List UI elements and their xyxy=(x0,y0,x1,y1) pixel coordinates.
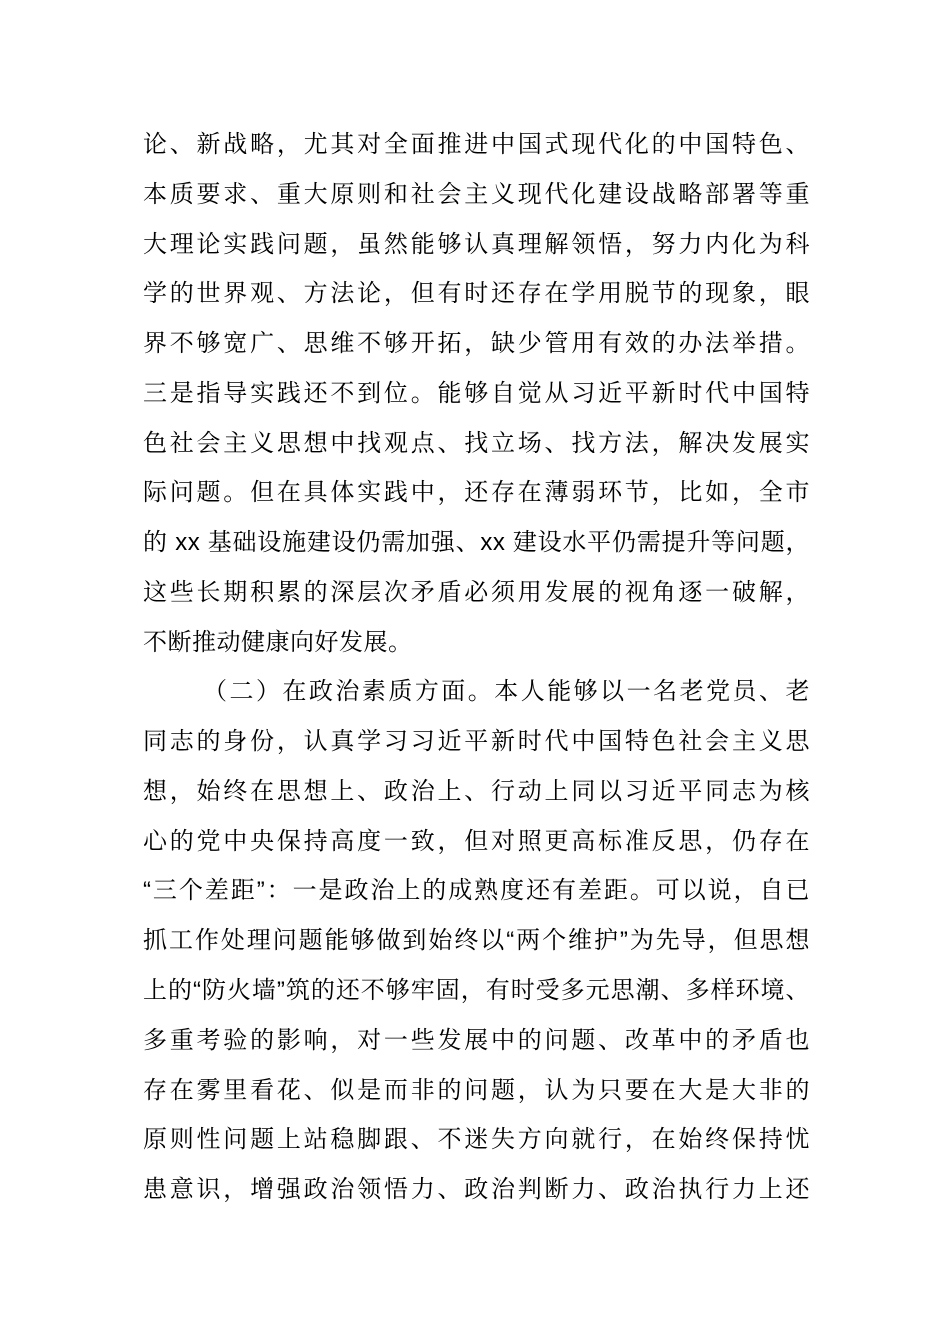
text-line: 论、新战略，尤其对全面推进中国式现代化的中国特色、 xyxy=(143,131,810,158)
text-line: 原则性问题上站稳脚跟、不迷失方向就行，在始终保持忧 xyxy=(143,1126,810,1154)
text-line: 想，始终在思想上、政治上、行动上同以习近平同志为核 xyxy=(143,777,810,805)
text-line: 这些长期积累的深层次矛盾必须用发展的视角逐一破解， xyxy=(143,578,810,606)
text-line: 多重考验的影响，对一些发展中的问题、改革中的矛盾也 xyxy=(143,1026,810,1054)
paragraph xyxy=(143,667,810,1214)
text-line: 际问题。但在具体实践中，还存在薄弱环节，比如，全市 xyxy=(143,479,810,507)
text-line: 的 xx 基础设施建设仍需加强、xx 建设水平仍需提升等问题， xyxy=(143,529,810,557)
text-line: 学的世界观、方法论，但有时还存在学用脱节的现象，眼 xyxy=(143,280,810,308)
text-line: 界不够宽广、思维不够开拓，缺少管用有效的办法举措。 xyxy=(143,330,810,358)
text-line: 上的“防火墙”筑的还不够牢固，有时受多元思潮、多样环境、 xyxy=(143,977,810,1005)
text-line: 抓工作处理问题能够做到始终以“两个维护”为先导，但思想 xyxy=(143,927,810,955)
paragraph xyxy=(143,120,810,667)
text-line: （二）在政治素质方面。本人能够以一名老党员、老 xyxy=(203,678,810,706)
text-line: 不断推动健康向好发展。 xyxy=(143,628,413,656)
text-line: 色社会主义思想中找观点、找立场、找方法，解决发展实 xyxy=(143,429,810,457)
text-line: 三是指导实践还不到位。能够自觉从习近平新时代中国特 xyxy=(143,379,810,407)
text-line: 本质要求、重大原则和社会主义现代化建设战略部署等重 xyxy=(143,180,810,208)
text-line: “三个差距”：一是政治上的成熟度还有差距。可以说，自已 xyxy=(143,877,810,905)
text-line: 存在雾里看花、似是而非的问题，认为只要在大是大非的 xyxy=(143,1076,810,1104)
text-line: 大理论实践问题，虽然能够认真理解领悟，努力内化为科 xyxy=(143,230,810,258)
text-line: 患意识，增强政治领悟力、政治判断力、政治执行力上还 xyxy=(143,1176,810,1204)
text-line: 同志的身份，认真学习习近平新时代中国特色社会主义思 xyxy=(143,728,810,756)
document-text xyxy=(143,120,810,1215)
text-line: 心的党中央保持高度一致，但对照更高标准反思，仍存在 xyxy=(143,827,810,855)
